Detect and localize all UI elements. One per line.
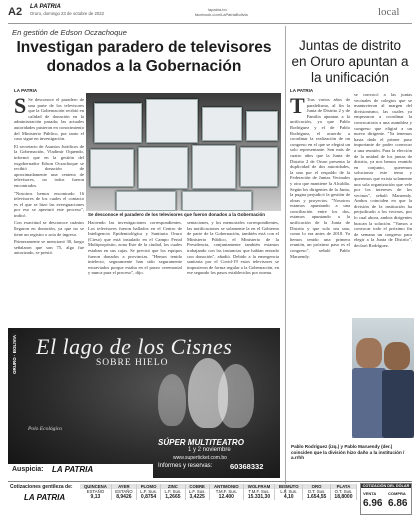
ad-phone-label: Informes y reservas:	[158, 463, 213, 469]
market-ticker-rule	[8, 481, 412, 482]
right-headline: Juntas de distrito en Oruro apuntan a la unificación	[291, 38, 409, 85]
brand-logo: LA PATRIA	[30, 4, 61, 10]
person-left	[356, 338, 382, 368]
ad-title: El lago de los Cisnes	[36, 334, 233, 359]
market-cell: O.T. Sus.	[330, 489, 356, 494]
dollar-venta: 6.96	[363, 498, 383, 509]
market-cell: 12.400	[209, 494, 243, 500]
left-col1	[14, 97, 84, 323]
right-col1: T Tras varios años de paralelismo, al fin la Junta de Distrito 2 y de Familia apuntan a la unificación, ya que Pablo Rodríguez y el de Pablo Rodríguez, el acuerdo a coordinar la realización de un congreso en el que se elegirá un solo representante. Son más de cuatro años que la Junta de Distrito 2 de Oruro presenta la duplicidad de dos autoridades, la una por el respaldo de la Federación de Juntas Vecinales y otra que mantiene la Alcaldía. Según los dirigentes de la Junta, la pugna perjudicó la gestión de obras y proyectos. "Nosotros estamos apuntando a una conciliación entre los dos, estamos apuntando a la unificación de la Junta de Distrito y que solo sea una, como lo era antes de 2018. Ya hemos tenido una primera reunión, un próximo paso es el congreso", señaló Pablo Maruendy.	[290, 97, 350, 259]
swan-figure	[218, 364, 254, 428]
market-cell: 1,2665	[161, 494, 185, 500]
page-number: A2	[8, 6, 23, 18]
market-cell: 8,9426	[111, 494, 136, 500]
tv-box	[116, 191, 176, 211]
market-cell: 4,10	[275, 494, 303, 500]
right-photo-caption: Pablo Rodríguez (izq.) y Pablo Maruendy (der.) coinciden que la división hizo daño a la institución / a.rrhh	[291, 444, 405, 461]
person-right	[384, 342, 410, 370]
contact-facebook: facebook.com/LaPatriaBolivia	[195, 12, 248, 17]
market-cell: T.M.F. Sus.	[209, 489, 243, 494]
tv-box	[246, 111, 278, 141]
ad-website: www.superticket.com.bo	[173, 455, 227, 461]
right-byline: LA PATRIA	[290, 88, 314, 93]
market-cell: L.F. Sus.	[275, 489, 303, 494]
left-para5: Primeramente se mencionó 30, luego señalaron que son 75, algo fue autorizado, se prestó.	[14, 239, 84, 256]
left-para3: "Nosotros hemos encontrado 16 televisores de los cuales el contacto es el que se hizo las averiguaciones por eso se aperturó este proceso", indicó.	[14, 190, 84, 218]
market-cell: L.F. Sus.	[136, 489, 160, 494]
left-byline: LA PATRIA	[14, 88, 38, 93]
market-cell: ANTIMONIO	[209, 484, 243, 489]
left-col2: Haciendo las investigaciones correspondientes. Los televisores fueron hallados en el Centro de Inteligencia Epidemiológica y Sanitaria Oruro (Cieso) que está instalado en el Campo Ferial Multipropósito, zona Este de la ciudad, los cuales estaban en sus cajas. Se precisó que los equipos fueron donados a provincias. "Hemos tenido intelecto, seguramente han sido seguramente extraviados porque estaba en el paseo ceremonial y nunca para el proceso", dijo.	[88, 220, 182, 276]
market-cell: ZINC	[161, 484, 185, 489]
tv-box	[192, 145, 236, 189]
left-headline: Investigan paradero de televisores donados a la Gobernación	[16, 39, 272, 75]
market-cell: 15.331,30	[243, 494, 274, 500]
tv-box	[240, 147, 278, 187]
market-cell: 0,8754	[136, 494, 160, 500]
market-cell: WOLFRAM	[243, 484, 274, 489]
person-right-body	[382, 370, 414, 438]
dollar-compra: 6.86	[388, 498, 408, 509]
market-cell: L.F. Sus.	[161, 489, 185, 494]
market-cell: PLOMO	[136, 484, 160, 489]
market-cell: ESTAÑO	[111, 489, 136, 494]
ad-title-sub: SOBRE HIELO	[96, 358, 169, 368]
market-cell: T.M.F. Sus.	[243, 489, 274, 494]
dropcap: S	[14, 97, 27, 118]
tv-box	[138, 147, 188, 189]
date-line: Oruro, domingo 23 de octubre de 2022	[30, 11, 105, 16]
dollar-label: COTIZACIÓN DEL DÓLAR	[362, 484, 410, 488]
market-cell: QUINCENA	[80, 484, 111, 489]
market-cell: 3,4225	[185, 494, 209, 500]
ad-subtitle: Polo Ecológico	[28, 426, 63, 432]
market-cell: 9,13	[80, 494, 111, 500]
tv-box	[182, 191, 252, 211]
dollar-venta-label: VENTA	[363, 491, 377, 496]
market-table	[80, 484, 357, 500]
left-para2: El secretario de Asuntos Jurídicos de la Gobernación, Vladimir Oquendo, informó que en la gestión del exgobernador Edson Oczachoque se recibió donación de aproximadamente una centena de televisores, no todos fueron encontrados.	[14, 143, 84, 188]
left-para4: Con exactitud se desconoce cuántos llegaron en donación, ya que no se tiene un registro o acta de ingreso.	[14, 220, 84, 237]
left-photo-caption: Se desconoce el paradero de los televisores que fueron donados a la Gobernación	[88, 212, 266, 217]
header-rule	[8, 23, 412, 24]
ad-dates: 1 y 2 noviembre	[188, 447, 231, 453]
market-cell: O.T. Sus.	[303, 489, 331, 494]
dropcap: T	[290, 97, 305, 118]
market-cell: BISMUTO	[275, 484, 303, 489]
kicker: En gestión de Edson Oczachoque	[12, 28, 127, 37]
leaders-photo	[352, 318, 414, 438]
market-cell: 1.654,55	[303, 494, 331, 500]
contact-web: lapatria.bo	[208, 7, 227, 12]
tv-box	[94, 103, 142, 143]
ad-venue: SÚPER MULTITEATRO	[158, 438, 244, 447]
market-cell: 18,8000	[330, 494, 356, 500]
market-values-row	[80, 494, 357, 500]
column-divider	[285, 26, 286, 496]
market-cell: L.F. Sus.	[185, 489, 209, 494]
tv-box	[90, 149, 134, 187]
left-para1: S Se desconoce el paradero de una parte de los televisores que la Gobernación recibió en calidad de donación en la administración pasada; las actuales autoridades pusieron en conocimiento del Ministerio Público, por tanto el caso sigue en investigación.	[14, 97, 84, 142]
market-ticker-label: Cotizaciones gentileza de:	[10, 484, 73, 490]
left-col3: sentaciones, y los memoriales correspondientes, las notificaciones se solamente la en el Gobierno de parte de la Gobernación, también está con el Ministerio Público, el Ministerio de la Presidencia, conjuntamente también estamos trabajando con las instancias que habían entrado con donación", añadió. Debido a la emergencia sanitaria por el Covid-19 estos televisores se impusieron de forma regular a la Gobernación, en ese segundo los pasos establecidos por norma.	[187, 220, 279, 276]
market-cell: COBRE	[185, 484, 209, 489]
ad-region-tag: ORURO · BOLIVIA	[12, 335, 17, 374]
tv-box	[146, 99, 198, 143]
dollar-compra-label: COMPRA	[388, 491, 406, 496]
market-cell: ORO	[303, 484, 331, 489]
market-ticker-brand: LA PATRIA	[24, 493, 66, 502]
ad-poster	[8, 328, 280, 478]
market-cell: ESTAÑO	[80, 489, 111, 494]
ad-sponsor-label: Auspicia:	[12, 466, 44, 473]
swan-figure	[158, 374, 186, 426]
ad-phone: 60368332	[230, 462, 264, 471]
tv-box	[202, 107, 242, 141]
televisors-photo	[86, 93, 281, 211]
ad-sponsor: LA PATRIA	[52, 465, 94, 474]
market-cell: PLATA	[330, 484, 356, 489]
right-col2: se convocó a las juntas vecinales de colegios que se mantuvieron al margen del divisionismo, las cuales ya empezaron a coordinar la convocatoria a una asamblea y congreso que eligirá a un nuevo dirigente. "Ya tenemos hasta dado el primer paso importante de poder convocar a una reunión. Para la elección de la unidad de los juntas de distrito, ya nos hemos reunido en conjunto, queremos solucionar este tema y queremos que exista solamente una sola organización que vele por los intereses de los vecinos", señaló Maruendy. Ambos coinciden en que la división de la institución ha perjudicado a los vecinos, por lo cual ahora, ambos dirigentes buscan la solución. "Vamos a convocar todo el próximo fin de semana un congreso para elegir a la Junta de Distrito", declaró Rodríguez.	[354, 92, 412, 249]
market-cell: AYER	[111, 484, 136, 489]
dollar-box	[360, 483, 412, 515]
person-left-body	[352, 368, 386, 438]
section-label: local	[378, 6, 400, 18]
